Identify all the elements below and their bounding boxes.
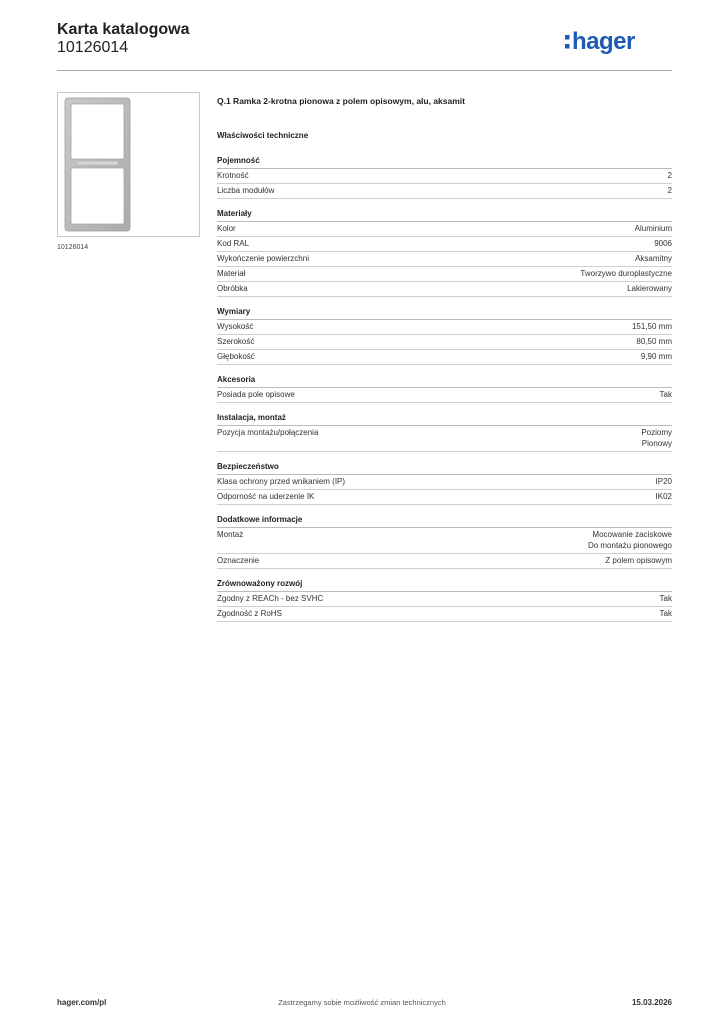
spec-row [217, 528, 672, 554]
spec-label: Materiał [217, 269, 246, 278]
spec-value-line: Tak [659, 609, 672, 618]
spec-label: Głębokość [217, 352, 255, 361]
spec-section [217, 513, 672, 569]
spec-value-line: Tak [659, 390, 672, 399]
spec-value [605, 555, 672, 566]
spec-value [668, 170, 672, 181]
product-title: Q.1 Ramka 2-krotna pionowa z polem opisowym, alu, aksamit [217, 96, 465, 106]
spec-row [217, 592, 672, 607]
spec-value [632, 321, 672, 332]
spec-row [217, 320, 672, 335]
spec-value [627, 283, 672, 294]
spec-section [217, 460, 672, 505]
spec-value-line: 9006 [654, 239, 672, 248]
spec-row [217, 335, 672, 350]
spec-row [217, 222, 672, 237]
spec-value [588, 529, 672, 551]
section-title: Wymiary [217, 305, 672, 320]
spec-section [217, 577, 672, 622]
section-title: Materiały [217, 207, 672, 222]
product-code: 10126014 [57, 39, 129, 56]
spec-value-line: Mocowanie zaciskowe [592, 530, 672, 539]
spec-value [635, 223, 672, 234]
footer-website: hager.com/pl [57, 998, 107, 1007]
product-photo [57, 92, 200, 237]
spec-label: Klasa ochrony przed wnikaniem (IP) [217, 477, 346, 486]
section-title: Instalacja, montaż [217, 411, 672, 426]
spec-value-line: Tak [659, 594, 672, 603]
spec-value [656, 491, 672, 502]
spec-label: Odporność na uderzenie IK [217, 492, 315, 501]
footer-date: 15.03.2026 [631, 998, 672, 1007]
spec-label: Zgodność z RoHS [217, 609, 282, 618]
spec-row [217, 350, 672, 365]
spec-label: Kod RAL [217, 239, 250, 248]
spec-value [636, 336, 672, 347]
spec-value-line: 2 [667, 186, 672, 195]
spec-section [217, 373, 672, 403]
spec-label: Zgodny z REACh - bez SVHC [217, 594, 324, 603]
spec-label: Montaż [217, 530, 244, 539]
spec-value [660, 608, 672, 619]
hager-logo [563, 26, 675, 58]
spec-value-line: Z polem opisowym [605, 556, 672, 565]
spec-content [217, 94, 672, 630]
spec-value-line: Aksamitny [635, 254, 672, 263]
spec-row [217, 267, 672, 282]
spec-value-line: IP20 [655, 477, 672, 486]
spec-value [660, 389, 672, 400]
spec-label: Posiada pole opisowe [217, 390, 295, 399]
spec-row [217, 169, 672, 184]
spec-row [217, 490, 672, 505]
spec-value-line: 9,90 mm [640, 352, 672, 361]
spec-row [217, 237, 672, 252]
spec-value-line: IK02 [655, 492, 672, 501]
spec-section [217, 305, 672, 365]
spec-row [217, 184, 672, 199]
spec-value-line: 151,50 mm [631, 322, 672, 331]
spec-value [668, 185, 672, 196]
document-title: Karta katalogowa [57, 21, 190, 38]
spec-label: Liczba modułów [217, 186, 275, 195]
spec-value-line: Pionowy [641, 439, 672, 448]
spec-value [654, 238, 672, 249]
spec-value-line: 2 [667, 171, 672, 180]
section-title: Akcesoria [217, 373, 672, 388]
spec-value-line: Lakierowany [627, 284, 672, 293]
spec-value [580, 268, 672, 279]
header-divider [57, 70, 672, 71]
spec-row [217, 475, 672, 490]
spec-value-line: 80,50 mm [636, 337, 672, 346]
spec-value [635, 253, 672, 264]
spec-value-line: Tworzywo duroplastyczne [580, 269, 672, 278]
spec-row [217, 252, 672, 267]
spec-value-line: Aluminium [634, 224, 672, 233]
spec-value [656, 476, 672, 487]
section-title: Dodatkowe informacje [217, 513, 672, 528]
photo-caption: 10126014 [57, 244, 89, 251]
section-title: Pojemność [217, 154, 672, 169]
section-title: Bezpieczeństwo [217, 460, 672, 475]
spec-label: Obróbka [217, 284, 248, 293]
spec-value [641, 351, 672, 362]
spec-section [217, 154, 672, 199]
spec-label: Krotność [217, 171, 249, 180]
spec-section [217, 411, 672, 452]
spec-sections [217, 154, 672, 622]
spec-row [217, 554, 672, 569]
logo-wordmark: hager [572, 28, 635, 55]
section-title: Zrównoważony rozwój [217, 577, 672, 592]
spec-label: Pozycja montażu/połączenia [217, 428, 319, 437]
spec-label: Wykończenie powierzchni [217, 254, 309, 263]
technical-properties-heading: Właściwości techniczne [217, 131, 309, 140]
spec-section [217, 207, 672, 297]
spec-label: Wysokość [217, 322, 254, 331]
spec-row [217, 607, 672, 622]
spec-label: Oznaczenie [217, 556, 260, 565]
spec-label: Kolor [217, 224, 236, 233]
spec-label: Szerokość [217, 337, 255, 346]
spec-row [217, 426, 672, 452]
spec-value [641, 427, 672, 449]
frame-illustration [58, 93, 201, 238]
spec-value-line: Poziomy [641, 428, 672, 437]
spec-row [217, 388, 672, 403]
spec-value [660, 593, 672, 604]
spec-row [217, 282, 672, 297]
spec-value-line: Do montażu pionowego [587, 541, 672, 550]
footer-disclaimer: Zastrzegamy sobie możliwość zmian technicznych [278, 998, 446, 1007]
